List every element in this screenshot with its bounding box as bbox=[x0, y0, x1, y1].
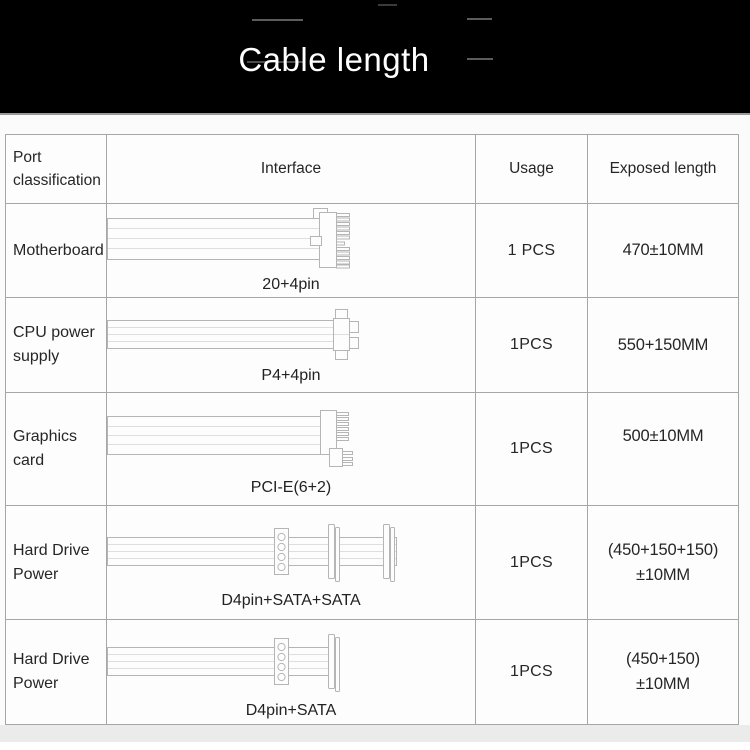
exposed-length-line1: 470±10MM bbox=[622, 241, 704, 259]
header-exposed-length: Exposed length bbox=[588, 135, 739, 204]
page-title: Cable length bbox=[238, 41, 430, 78]
usage-cell: 1 PCS bbox=[476, 204, 588, 298]
exposed-length-cell bbox=[588, 506, 739, 620]
port-cell: CPU power supply bbox=[6, 298, 107, 393]
bottom-margin bbox=[0, 725, 750, 742]
content-area bbox=[0, 115, 750, 725]
d4pin-sata-sata-cable-drawing bbox=[107, 515, 475, 587]
exposed-length-cell bbox=[588, 204, 739, 298]
pcie-6plus2-cable-drawing bbox=[107, 402, 475, 474]
interface-label: P4+4pin bbox=[261, 366, 321, 384]
table-header-row bbox=[6, 135, 739, 204]
usage-cell: 1PCS bbox=[476, 620, 588, 725]
exposed-length-line2: ±10MM bbox=[636, 565, 690, 584]
port-cell: Graphics card bbox=[6, 393, 107, 506]
interface-label: D4pin+SATA+SATA bbox=[221, 592, 361, 609]
usage-cell: 1PCS bbox=[476, 506, 588, 620]
table-row-motherboard bbox=[6, 204, 739, 298]
header-interface: Interface bbox=[107, 135, 476, 204]
interface-label: PCI-E(6+2) bbox=[250, 478, 332, 496]
exposed-length-cell bbox=[588, 620, 739, 725]
table-row-hard-drive-power-1 bbox=[6, 506, 739, 620]
d4pin-sata-cable-drawing bbox=[107, 625, 475, 697]
exposed-length-line1: 500±10MM bbox=[622, 426, 704, 445]
header-port-classification: Port classification bbox=[6, 135, 107, 204]
table-row-cpu-power bbox=[6, 298, 739, 393]
interface-cell bbox=[107, 298, 476, 393]
exposed-length-cell bbox=[588, 393, 739, 506]
atx-20plus4pin-cable-drawing bbox=[107, 207, 475, 271]
interface-cell bbox=[107, 393, 476, 506]
redacted-logo-mark bbox=[467, 18, 492, 20]
interface-cell bbox=[107, 204, 476, 298]
interface-cell bbox=[107, 506, 476, 620]
table-row-hard-drive-power-2 bbox=[6, 620, 739, 725]
table-row-graphics-card bbox=[6, 393, 739, 506]
exposed-length-cell bbox=[588, 298, 739, 393]
exposed-length-line1: 550+150MM bbox=[617, 335, 709, 354]
usage-cell: 1PCS bbox=[476, 298, 588, 393]
exposed-length-line1: (450+150+150) bbox=[607, 540, 719, 559]
header-usage: Usage bbox=[476, 135, 588, 204]
banner bbox=[0, 0, 750, 115]
port-cell: Motherboard bbox=[6, 204, 107, 298]
interface-label: D4pin+SATA bbox=[245, 701, 337, 719]
usage-cell: 1PCS bbox=[476, 393, 588, 506]
cpu-p4plus4pin-cable-drawing bbox=[107, 306, 475, 362]
port-cell: Hard Drive Power bbox=[6, 506, 107, 620]
redacted-logo-mark bbox=[252, 19, 303, 21]
redacted-logo-mark bbox=[378, 4, 397, 6]
cable-length-table bbox=[5, 134, 739, 725]
exposed-length-line2: ±10MM bbox=[636, 675, 690, 693]
exposed-length-line1: (450+150) bbox=[626, 650, 700, 668]
interface-label: 20+4pin bbox=[262, 276, 320, 293]
port-cell: Hard Drive Power bbox=[6, 620, 107, 725]
interface-cell bbox=[107, 620, 476, 725]
